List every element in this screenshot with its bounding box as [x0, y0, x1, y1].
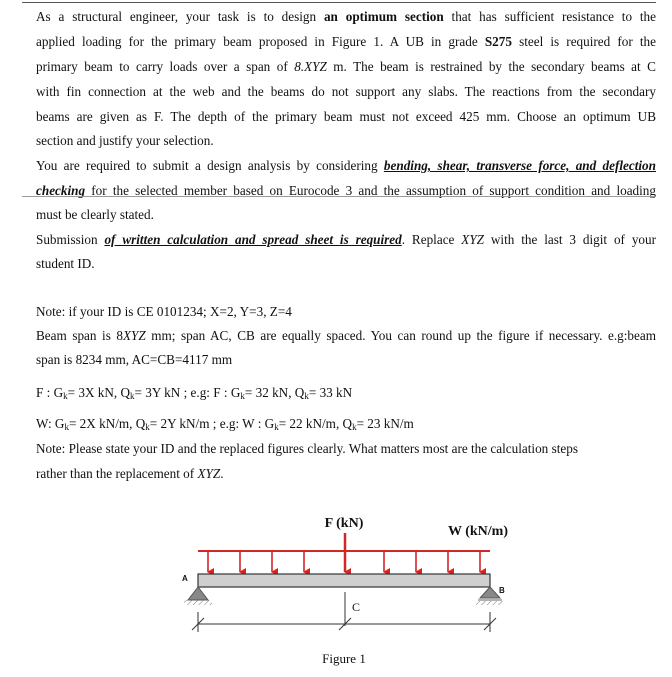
note-point-load: F : $G_k= 3X$ kN, $Q_k= 3Y$ kN ; e.g: F : $G_k= 32$ kN, $Q_k= 33$ kN [36, 385, 353, 401]
paragraph-line-9: must be clearly stated. [36, 207, 154, 222]
udl-label: W (kN/m) [447, 524, 509, 539]
paragraph-line-1: As a structural engineer, your task is to design an optimum section that has sufficient resistance to the [36, 9, 657, 24]
paragraph-line-6: section and justify your selection. [36, 133, 214, 148]
paragraph-line-10: Submission of written calculation and spread sheet is required. Replace XYZ with the last 3 digit of your [36, 232, 656, 247]
support-b-label: B [499, 586, 505, 595]
point-c-label: C [352, 600, 361, 614]
dimension-line [192, 612, 496, 632]
paragraph-line-4: with fin connection at the web and the beams do not support any slabs. The reactions from the secondary [36, 84, 656, 99]
note-span-line-1: Beam span is 8XYZ mm; span AC, CB are equally spaced. You can round up the figure if necessary. e.g:beam [36, 328, 656, 343]
paragraph-line-7: You are required to submit a design analysis by considering bending, shear, transverse force, and deflection [36, 158, 656, 173]
paragraph-line-5: beams are given as F. The depth of the primary beam must not exceed 425 mm. Choose an optimum UB [36, 109, 656, 124]
note-instruction-line-1: Note: Please state your ID and the replaced figures clearly. What matters most are the calculation steps [36, 441, 578, 456]
paragraph-line-3: primary beam to carry loads over a span of 8.XYZ m. The beam is restrained by the secondary beams at C [36, 59, 656, 74]
paragraph-line-11: student ID. [36, 256, 95, 271]
support-a-pin [184, 587, 212, 605]
support-a-label: A [182, 574, 188, 583]
figure-caption: Figure 1 [322, 651, 366, 666]
paragraph-line-8: checking for the selected member based on Eurocode 3 and the assumption of support condition and loading [36, 183, 656, 198]
note-instruction-line-2: rather than the replacement of XYZ. [36, 466, 224, 481]
paragraph-line-2: applied loading for the primary beam proposed in Figure 1. A UB in grade S275 steel is required for the [36, 34, 656, 49]
note-id-example: Note: if your ID is CE 0101234; X=2, Y=3, Z=4 [36, 304, 292, 319]
point-load-label: F (kN) [324, 516, 364, 531]
note-span-line-2: span is 8234 mm, AC=CB=4117 mm [36, 352, 233, 367]
beam [198, 574, 490, 587]
note-udl: W: $G_k= 2X$ kN/m, $Q_k= 2Y$ kN/m ; e.g: W : $G_k= 22$ kN/m, $Q_k= 23$ kN/m [36, 416, 414, 432]
